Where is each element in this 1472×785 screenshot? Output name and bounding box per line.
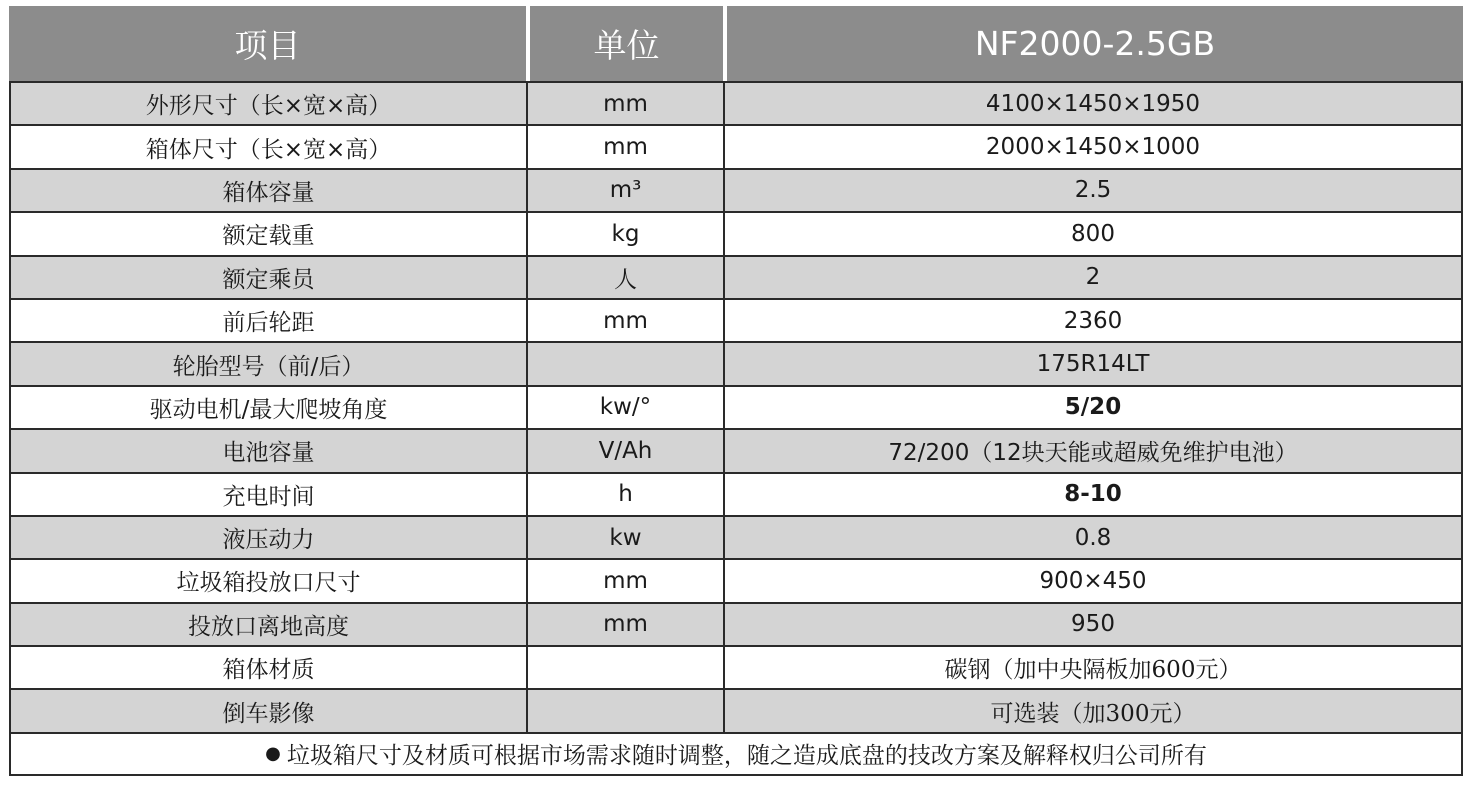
row-value: 175R14LT xyxy=(1036,351,1150,378)
table-row xyxy=(11,428,1461,471)
row-unit: mm xyxy=(528,126,725,167)
header-unit: 单位 xyxy=(530,6,723,81)
table-row xyxy=(11,688,1461,731)
row-value: 可选装（加300元） xyxy=(990,700,1196,727)
row-item: 倒车影像 xyxy=(11,690,528,731)
row-unit xyxy=(528,690,725,731)
table-row xyxy=(11,211,1461,254)
row-unit xyxy=(528,647,725,688)
table-row xyxy=(11,472,1461,515)
table-row xyxy=(11,515,1461,558)
row-unit: kw xyxy=(528,517,725,558)
row-unit xyxy=(528,343,725,384)
row-value: 4100×1450×1950 xyxy=(985,90,1201,117)
table-row xyxy=(11,124,1461,167)
table-row xyxy=(11,255,1461,298)
row-value: 900×450 xyxy=(1039,567,1147,594)
footnote-text: 垃圾箱尺寸及材质可根据市场需求随时调整，随之造成底盘的技改方案及解释权归公司所有 xyxy=(286,743,1207,770)
row-unit: mm xyxy=(528,83,725,124)
table-row xyxy=(11,602,1461,645)
row-value: 950 xyxy=(1071,611,1115,638)
row-item: 电池容量 xyxy=(11,430,528,471)
row-value: 5/20 xyxy=(1064,394,1122,421)
row-item: 箱体尺寸（长×宽×高） xyxy=(11,126,528,167)
table-row xyxy=(11,341,1461,384)
row-value: 2360 xyxy=(1063,307,1123,334)
row-item: 外形尺寸（长×宽×高） xyxy=(11,83,528,124)
header-item: 项目 xyxy=(9,6,526,81)
row-unit: mm xyxy=(528,560,725,601)
table-row xyxy=(11,168,1461,211)
row-value: 8-10 xyxy=(1064,481,1122,508)
row-item: 液压动力 xyxy=(11,517,528,558)
row-unit: h xyxy=(528,474,725,515)
row-item: 箱体容量 xyxy=(11,170,528,211)
row-unit: m³ xyxy=(528,170,725,211)
table-body xyxy=(9,81,1463,776)
table-row xyxy=(11,81,1461,124)
row-value: 碳钢（加中央隔板加600元） xyxy=(944,657,1242,684)
row-item: 额定乘员 xyxy=(11,257,528,298)
row-value: 0.8 xyxy=(1074,524,1112,551)
row-item: 垃圾箱投放口尺寸 xyxy=(11,560,528,601)
row-value: 800 xyxy=(1071,220,1115,247)
row-unit: mm xyxy=(528,300,725,341)
footnote xyxy=(11,732,1461,774)
row-unit: mm xyxy=(528,604,725,645)
row-unit: 人 xyxy=(528,257,725,298)
row-item: 轮胎型号（前/后） xyxy=(11,343,528,384)
row-value: 2.5 xyxy=(1074,177,1112,204)
table-header xyxy=(9,6,1463,81)
row-unit: V/Ah xyxy=(528,430,725,471)
row-item: 投放口离地高度 xyxy=(11,604,528,645)
row-unit: kw/° xyxy=(528,387,725,428)
table-row xyxy=(11,558,1461,601)
row-item: 充电时间 xyxy=(11,474,528,515)
row-item: 额定载重 xyxy=(11,213,528,254)
bullet-icon: ● xyxy=(265,743,281,765)
spec-table xyxy=(9,6,1463,776)
table-row xyxy=(11,645,1461,688)
row-value: 2000×1450×1000 xyxy=(985,134,1201,161)
table-row xyxy=(11,298,1461,341)
row-item: 箱体材质 xyxy=(11,647,528,688)
row-unit: kg xyxy=(528,213,725,254)
row-item: 驱动电机/最大爬坡角度 xyxy=(11,387,528,428)
row-value: 72/200（12块天能或超威免维护电池） xyxy=(888,440,1298,467)
table-row xyxy=(11,385,1461,428)
row-item: 前后轮距 xyxy=(11,300,528,341)
header-model: NF2000-2.5GB xyxy=(727,6,1463,81)
row-value: 2 xyxy=(1085,264,1101,291)
